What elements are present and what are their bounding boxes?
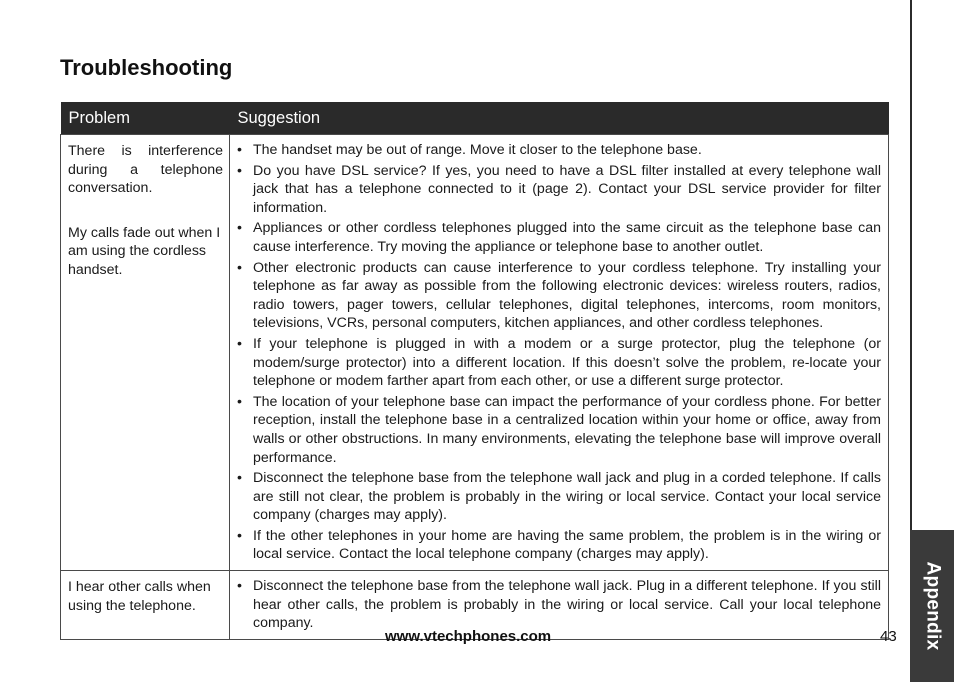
suggestion-item — [237, 577, 881, 633]
suggestion-item — [237, 259, 881, 333]
suggestion-text: If your telephone is plugged in with a modem or a surge protector, plug the telephone (or modem/surge protector) into a different location. If this doesn’t solve the problem, re-locate your telephone or modem farther apart from each other, or use a different surge protector. — [253, 335, 881, 390]
suggestion-cell — [230, 135, 889, 571]
suggestion-item — [237, 335, 881, 391]
suggestion-item — [237, 527, 881, 564]
table-header-row — [61, 102, 889, 135]
suggestion-text: Appliances or other cordless telephones plugged into the same circuit as the telephone base can cause interference. Try moving the appliance or telephone base to another outlet. — [253, 220, 881, 255]
table-row — [61, 135, 889, 571]
bullet-icon: • — [237, 220, 242, 237]
problem-cell — [61, 571, 230, 640]
suggestion-text: Other electronic products can cause interference to your cordless telephone. Try installing your telephone as far away as possible from the following electronic devices: wireless routers, radios, radio towers, pager towers, cellular telephones, digital telephones, intercoms, room monitors, televisions, VCRs, personal computers, kitchen appliances, and other cordless telephones. — [253, 259, 881, 332]
suggestion-item — [237, 162, 881, 218]
bullet-icon: • — [237, 527, 242, 544]
bullet-icon: • — [237, 142, 242, 158]
problem-text: My calls fade out when I am using the cordless handset. — [68, 224, 221, 278]
suggestion-list — [237, 141, 881, 564]
problem-cell — [61, 135, 230, 571]
suggestion-text: The handset may be out of range. Move it closer to the telephone base. — [253, 142, 702, 158]
bullet-icon: • — [237, 578, 242, 595]
bullet-icon: • — [237, 393, 242, 410]
suggestion-item — [237, 469, 881, 525]
footer-website-url: www.vtechphones.com — [385, 628, 552, 645]
suggestion-cell — [230, 571, 889, 640]
bullet-icon: • — [237, 470, 242, 487]
suggestion-column-header: Suggestion — [230, 102, 889, 135]
page-number: 43 — [880, 628, 897, 645]
bullet-icon: • — [237, 162, 242, 179]
suggestion-item — [237, 141, 881, 160]
bullet-icon: • — [237, 335, 242, 352]
side-divider-line — [910, 0, 912, 530]
bullet-icon: • — [237, 259, 242, 276]
suggestion-text: If the other telephones in your home are having the same problem, the problem is in the wiring or local service. Contact the local telephone company (charges may apply). — [253, 527, 881, 563]
problem-column-header: Problem — [61, 102, 230, 135]
problem-text: There is interference during a telephone conversation. — [68, 143, 223, 197]
problem-text: I hear other calls when using the telephone. — [68, 579, 211, 614]
suggestion-text: Do you have DSL service? If yes, you need to have a DSL filter installed at every telephone wall jack that has a telephone connected to it (page 2). Contact your DSL service provider for filter information. — [253, 162, 881, 216]
troubleshooting-table — [60, 102, 889, 640]
suggestion-list — [237, 577, 881, 633]
page-title: Troubleshooting — [60, 55, 233, 80]
suggestion-text: The location of your telephone base can impact the performance of your cordless phone. For better reception, install the telephone base in a centralized location within your home or office, away from walls or other obstructions. In many environments, elevating the telephone base will improve overall performance. — [253, 393, 881, 466]
suggestion-item — [237, 219, 881, 256]
appendix-side-tab-label: Appendix — [922, 561, 943, 651]
appendix-side-tab — [910, 530, 954, 682]
suggestion-text: Disconnect the telephone base from the telephone wall jack and plug in a corded telephone. If calls are still not clear, the problem is probably in the wiring or local service. Contact your local service company (charges may apply). — [253, 470, 881, 524]
suggestion-text: Disconnect the telephone base from the telephone wall jack. Plug in a different telephone. If you still hear other calls, the problem is probably in the wiring or local service. Call your local telephone company. — [253, 578, 881, 632]
suggestion-item — [237, 393, 881, 467]
